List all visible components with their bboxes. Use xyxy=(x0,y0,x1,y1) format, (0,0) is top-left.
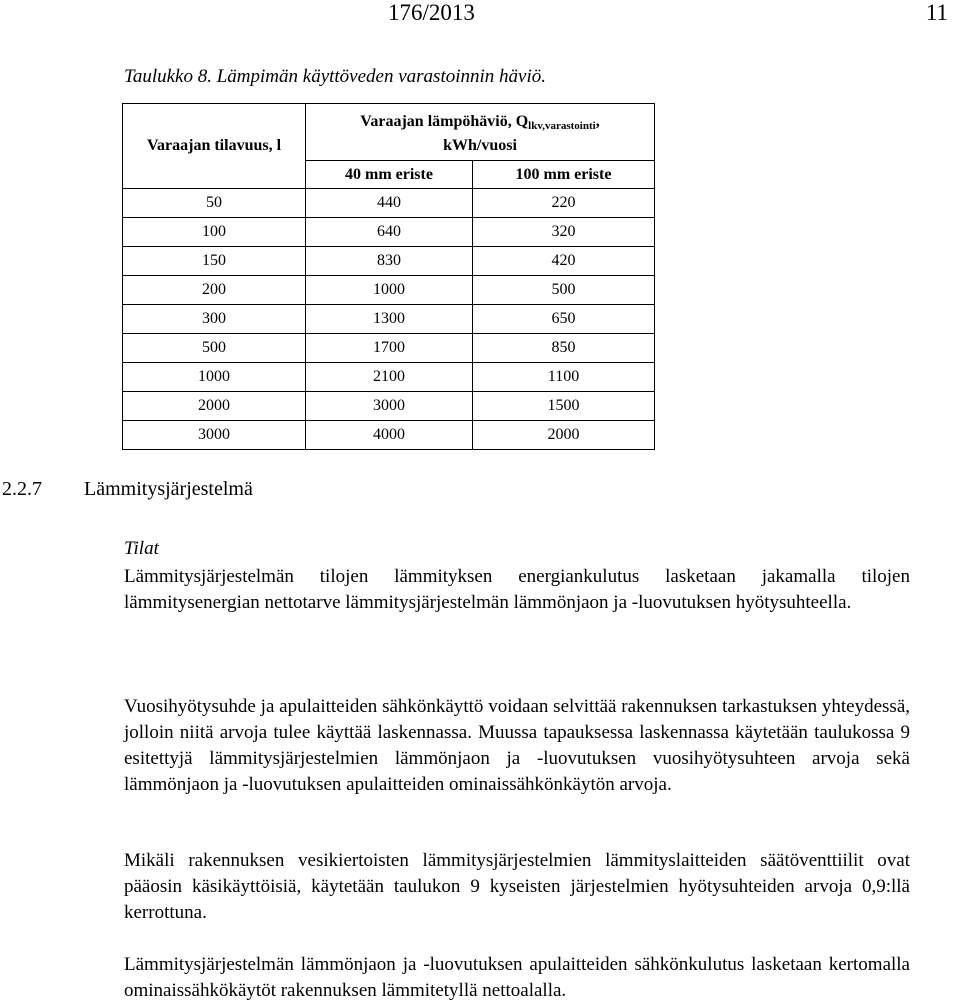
table-cell: 150 xyxy=(123,247,306,276)
table-row xyxy=(123,276,655,305)
storage-loss-table xyxy=(122,103,655,450)
table-cell: 1000 xyxy=(306,276,473,305)
table-cell: 3000 xyxy=(306,392,473,421)
table-cell: 2100 xyxy=(306,363,473,392)
document-number: 176/2013 xyxy=(388,0,475,25)
table-cell: 200 xyxy=(123,276,306,305)
table-row xyxy=(123,189,655,218)
subheading-tilat: Tilat xyxy=(124,538,159,559)
table-cell: 3000 xyxy=(123,421,306,450)
table-row xyxy=(123,363,655,392)
table-row xyxy=(123,421,655,450)
paragraph: Vuosihyötysuhde ja apulaitteiden sähkönkäyttö voidaan selvittää rakennuksen tarkastuksen yhteydessä, jolloin niitä arvoja tulee käyttää laskennassa. Muussa tapauksessa laskennassa käytetään taulukossa 9 esitettyjä lämmitysjärjestelmien lämmönjaon ja -luovutuksen vuosihyötysuhteen arvoja sekä lämmönjaon ja -luovutuksen apulaitteiden ominaissähkönkäytön arvoja. xyxy=(124,696,910,795)
page-number: 11 xyxy=(925,0,948,25)
table-row xyxy=(123,247,655,276)
table-cell: 830 xyxy=(306,247,473,276)
table-cell: 1000 xyxy=(123,363,306,392)
table-cell: 220 xyxy=(472,189,654,218)
paragraph: Lämmitysjärjestelmän tilojen lämmityksen energiankulutus lasketaan jakamalla tilojen lämmitysenergian nettotarve lämmitysjärjestelmän lämmönjaon ja -luovutuksen hyötysuhteella. xyxy=(124,566,910,613)
table-cell: 100 xyxy=(123,218,306,247)
table-row xyxy=(123,392,655,421)
heat-loss-unit: kWh/vuosi xyxy=(443,137,517,154)
heat-loss-subscript: lkv,varastointi xyxy=(528,120,596,132)
table-cell: 500 xyxy=(123,334,306,363)
col-header-heat-loss xyxy=(306,104,655,161)
table-cell: 320 xyxy=(472,218,654,247)
table-cell: 2000 xyxy=(123,392,306,421)
table-cell: 4000 xyxy=(306,421,473,450)
table-row xyxy=(123,305,655,334)
table-cell: 640 xyxy=(306,218,473,247)
section-title: Lämmitysjärjestelmä xyxy=(84,478,253,500)
table-cell: 1100 xyxy=(472,363,654,392)
table-cell: 440 xyxy=(306,189,473,218)
table-cell: 1500 xyxy=(472,392,654,421)
paragraph: Mikäli rakennuksen vesikiertoisten lämmitysjärjestelmien lämmityslaitteiden säätöventtiilit ovat pääosin käsikäyttöisiä, käytetään taulukon 9 kyseisten järjestelmien hyötysuhteiden arvoja 0,9:llä kerrottuna. xyxy=(124,850,910,923)
table-cell: 50 xyxy=(123,189,306,218)
section-heading xyxy=(2,478,253,501)
section-number: 2.2.7 xyxy=(2,478,42,500)
table-cell: 2000 xyxy=(472,421,654,450)
heat-loss-prefix: Varaajan lämpöhäviö, Q xyxy=(360,113,529,130)
table-cell: 500 xyxy=(472,276,654,305)
table-cell: 650 xyxy=(472,305,654,334)
table-row xyxy=(123,218,655,247)
table-cell: 300 xyxy=(123,305,306,334)
table-cell: 850 xyxy=(472,334,654,363)
table-caption: Taulukko 8. Lämpimän käyttöveden varastoinnin häviö. xyxy=(124,66,546,87)
table-cell: 1700 xyxy=(306,334,473,363)
table-cell: 1300 xyxy=(306,305,473,334)
col-header-40mm: 40 mm eriste xyxy=(306,161,473,189)
heat-loss-suffix: , xyxy=(595,113,600,130)
col-header-volume: Varaajan tilavuus, l xyxy=(123,104,306,189)
table-body xyxy=(123,189,655,450)
col-header-100mm: 100 mm eriste xyxy=(472,161,654,189)
paragraph: Lämmitysjärjestelmän lämmönjaon ja -luovutuksen apulaitteiden sähkönkulutus lasketaan kertomalla ominaissähkökäytöt rakennuksen lämmitetyllä nettoalalla. xyxy=(124,954,910,1001)
table-cell: 420 xyxy=(472,247,654,276)
table-row xyxy=(123,334,655,363)
